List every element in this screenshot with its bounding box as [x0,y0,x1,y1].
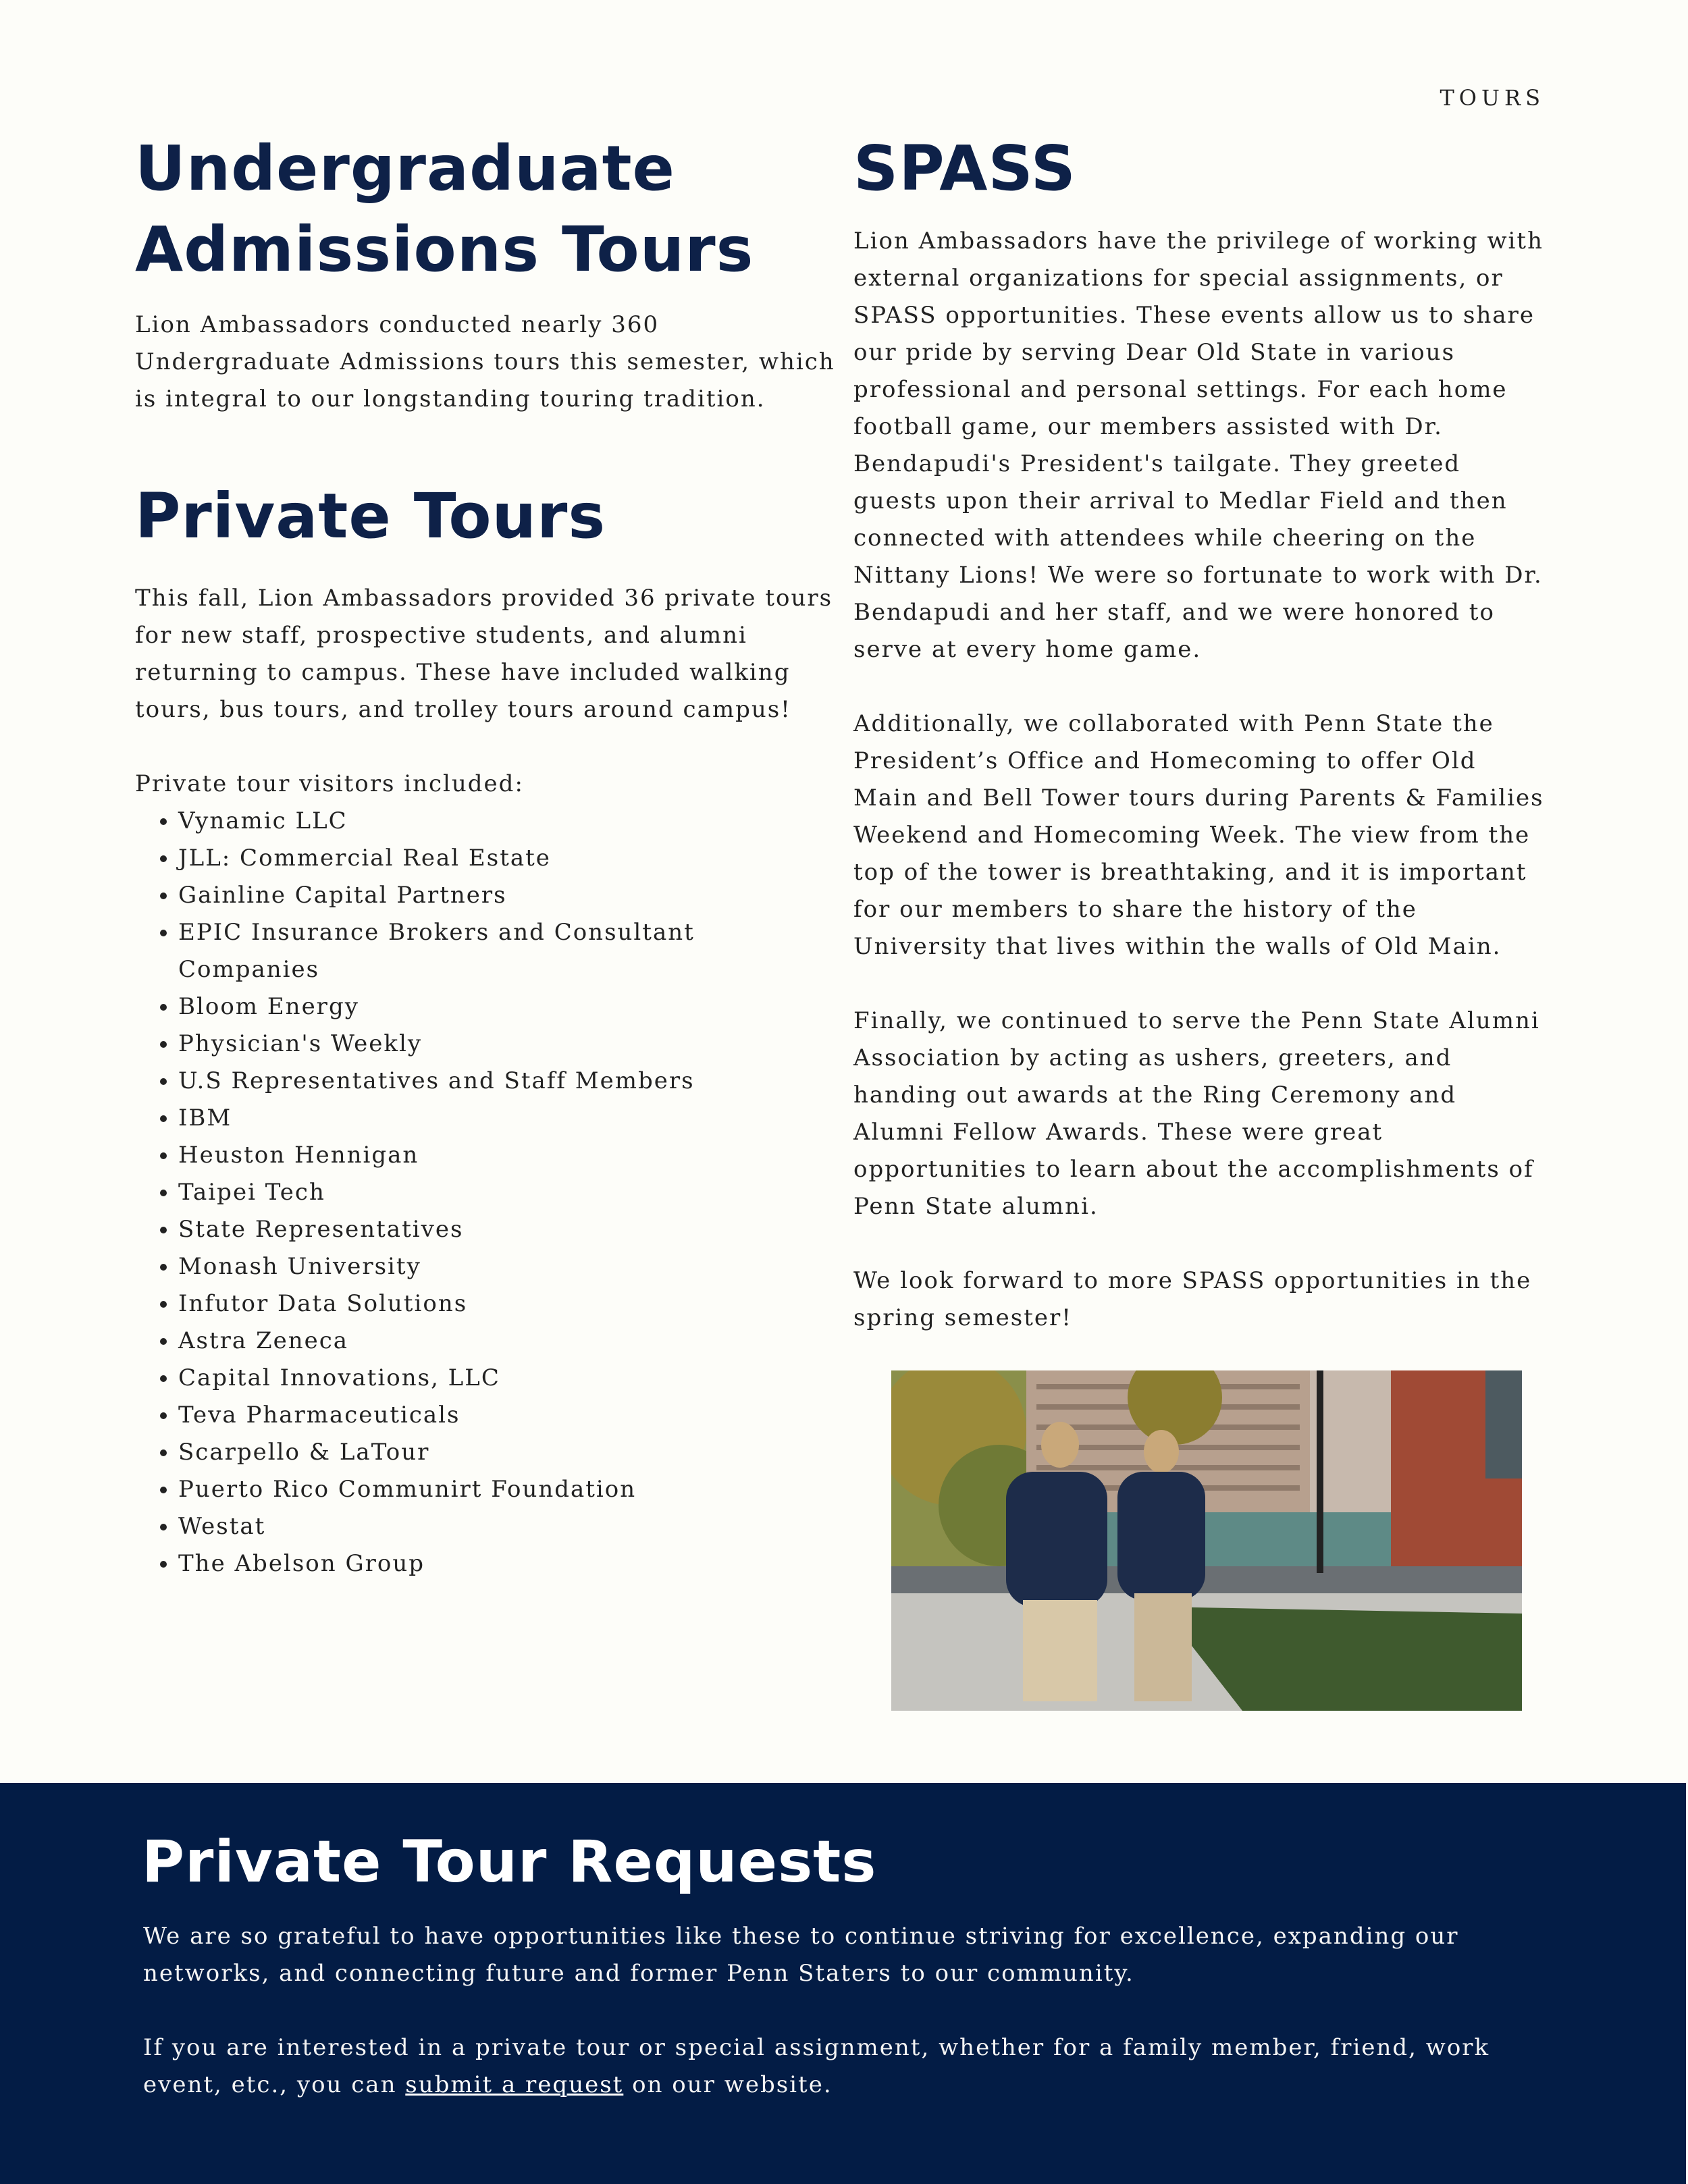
spass-paragraph-4: We look forward to more SPASS opportunities in the spring semester! [853,1267,1532,1331]
list-item: • Monash University [178,1248,837,1285]
list-item: • IBM [178,1100,837,1137]
list-item: • Vynamic LLC [178,803,837,840]
list-item: • Gainline Capital Partners [178,877,837,914]
footer-banner [0,1783,1686,2184]
list-item: • JLL: Commercial Real Estate [178,840,837,877]
list-item: • The Abelson Group [178,1545,837,1582]
list-item: • EPIC Insurance Brokers and Consultant Companies [178,914,837,988]
list-item: • Puerto Rico Communirt Foundation [178,1471,837,1508]
undergrad-title-line1: Undergraduate [135,132,675,205]
spass-title: SPASS [853,132,1076,205]
footer-paragraph-1: We are so grateful to have opportunities like these to continue striving for excellence, expanding our networks, and connecting future and former Penn Staters to our community. [143,1923,1459,1987]
campus-tour-photo [891,1370,1522,1711]
list-item: • State Representatives [178,1211,837,1248]
visitors-list [135,803,837,1582]
undergrad-title [135,128,837,290]
spass-paragraph-3: Finally, we continued to serve the Penn State Alumni Association by acting as ushers, greeters, and handing out awards at the Ring Ceremony and Alumni Fellow Awards. These were great opportunities to learn about the accomplishments of Penn State alumni. [853,1007,1540,1220]
spass-paragraph-2: Additionally, we collaborated with Penn State the President’s Office and Homecoming to offer Old Main and Bell Tower tours during Parents & Families Weekend and Homecoming Week. The view from the top of the tower is breathtaking, and it is important for our members to share the history of the University that lives within the walls of Old Main. [853,710,1544,960]
visitors-intro: Private tour visitors included: [135,770,524,797]
list-item: • Astra Zeneca [178,1323,837,1360]
footer-text [143,1918,1575,2104]
list-item: • Capital Innovations, LLC [178,1360,837,1397]
list-item: • Teva Pharmaceuticals [178,1397,837,1434]
footer-title: Private Tour Requests [142,1828,877,1896]
submit-request-link[interactable]: submit a request [405,2071,624,2098]
footer-paragraph-2-start: If you are interested in a private tour or special assignment, whether for a family member, friend, work event, etc., you can [143,2034,1490,2098]
list-item: • Scarpello & LaTour [178,1434,837,1471]
list-item: • Westat [178,1508,837,1545]
campus-tour-photo-illustration [891,1370,1522,1711]
right-column [853,128,1549,1337]
private-tours-body: This fall, Lion Ambassadors provided 36 private tours for new staff, prospective students, and alumni returning to campus. These have included walking tours, bus tours, and trolley tours around campus! [135,585,833,723]
footer-paragraph-2-end: on our website. [623,2071,833,2098]
list-item: • Infutor Data Solutions [178,1285,837,1323]
list-item: • Heuston Hennigan [178,1137,837,1174]
section-tag: TOURS [1440,85,1545,111]
spass-paragraph-1: Lion Ambassadors have the privilege of working with external organizations for special assignments, or SPASS opportunities. These events allow us to share our pride by serving Dear Old State in various professional and personal settings. For each home football game, our members assisted with Dr. Bendapudi's President's tailgate. They greeted guests upon their arrival to Medlar Field and then connected with attendees while cheering on the Nittany Lions! We were so fortunate to work with Dr. Bendapudi and her staff, and we were honored to serve at every home game. [853,228,1544,663]
footer-paragraph-2 [143,2029,1575,2104]
undergrad-title-line2: Admissions Tours [135,213,754,286]
list-item: • Bloom Energy [178,988,837,1026]
left-column [135,128,837,1582]
list-item: • Taipei Tech [178,1174,837,1211]
list-item: • Physician's Weekly [178,1026,837,1063]
undergrad-body: Lion Ambassadors conducted nearly 360 Undergraduate Admissions tours this semester, which is integral to our longstanding touring tradition. [135,311,835,412]
list-item: • U.S Representatives and Staff Members [178,1063,837,1100]
private-tours-title: Private Tours [135,480,606,552]
